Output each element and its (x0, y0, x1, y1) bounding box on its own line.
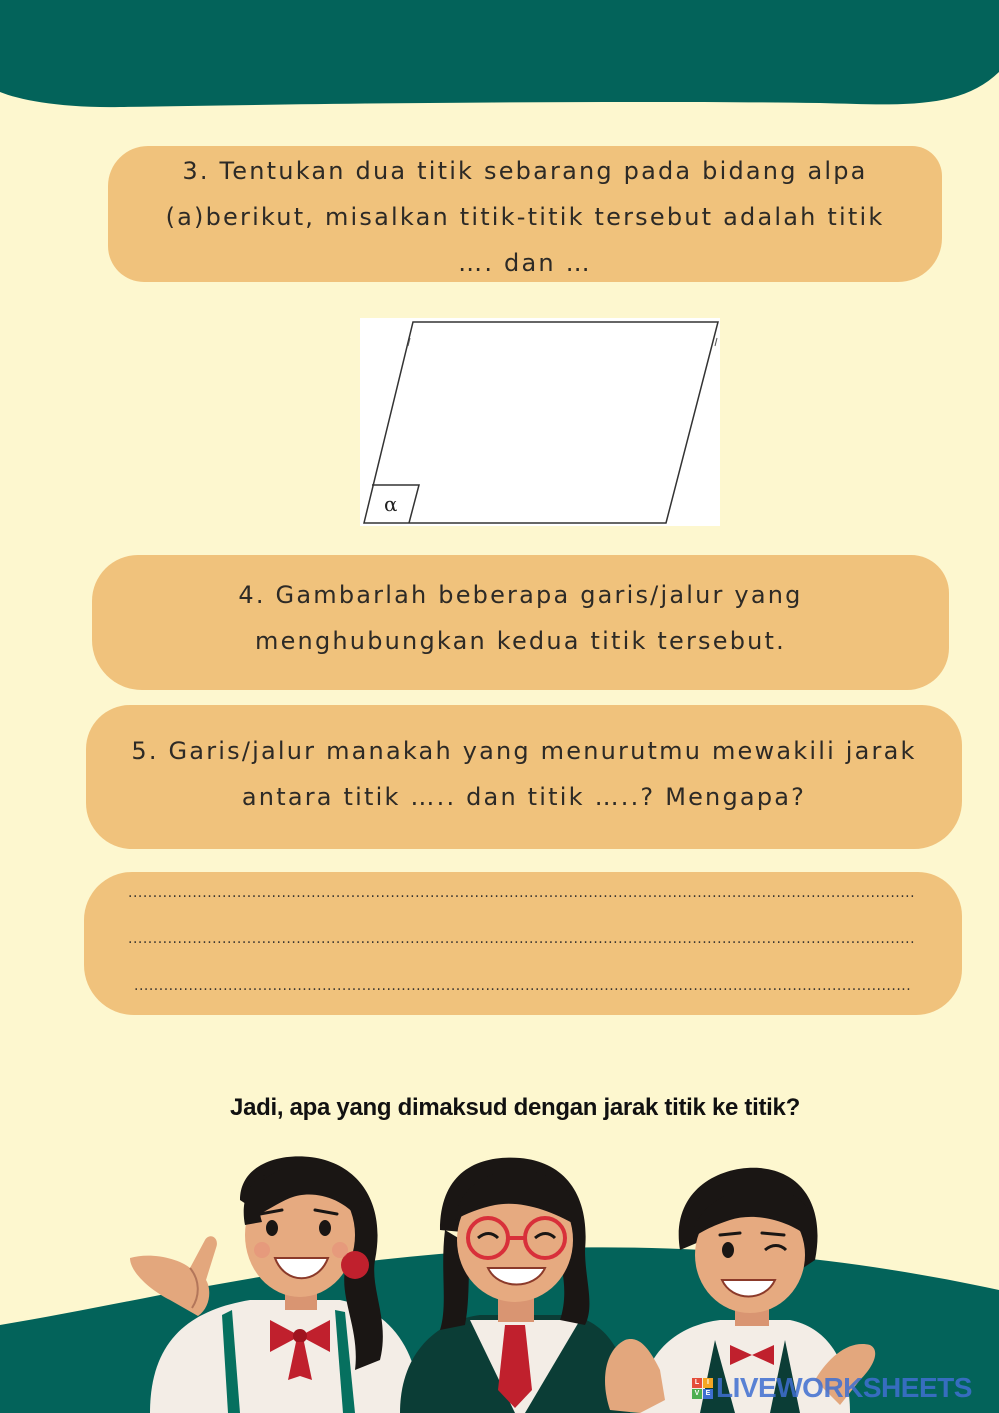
question-3-line-3: …. dan … (458, 249, 592, 277)
question-3-text (108, 148, 942, 286)
question-4-line-1: 4. Gambarlah beberapa garis/jalur yang (238, 581, 803, 609)
question-5-line-1: 5. Garis/jalur manakah yang menurutmu mewakili jarak (131, 737, 917, 765)
question-3-line-1: 3. Tentukan dua titik sebarang pada bidang alpa (182, 157, 868, 185)
question-5-line-2: antara titik ….. dan titik …..? Mengapa? (241, 783, 807, 811)
plane-alpha-figure (360, 318, 720, 526)
conclusion-question: Jadi, apa yang dimaksud dengan jarak titik ke titik? (230, 1094, 800, 1121)
header-wave (0, 0, 999, 135)
parallelogram-diagram (360, 318, 720, 526)
answer-line-1[interactable]: ............................................................................................................................................................... (128, 885, 916, 901)
answer-line-2[interactable]: ............................................................................................................................................................... (128, 931, 916, 947)
question-4-line-2: menghubungkan kedua titik tersebut. (255, 627, 786, 655)
liveworksheets-watermark (692, 1372, 972, 1404)
answer-line-3[interactable]: ............................................................................................................................................................. (134, 978, 912, 994)
question-5-text (86, 728, 962, 820)
liveworksheets-logo-icon: L I V E (692, 1378, 713, 1399)
question-4-text (92, 572, 949, 664)
question-3-line-2: (a)berikut, misalkan titik-titik tersebut adalah titik (165, 203, 885, 231)
angle-alpha-label: α (384, 492, 398, 516)
watermark-text: LIVEWORKSHEETS (716, 1372, 972, 1403)
